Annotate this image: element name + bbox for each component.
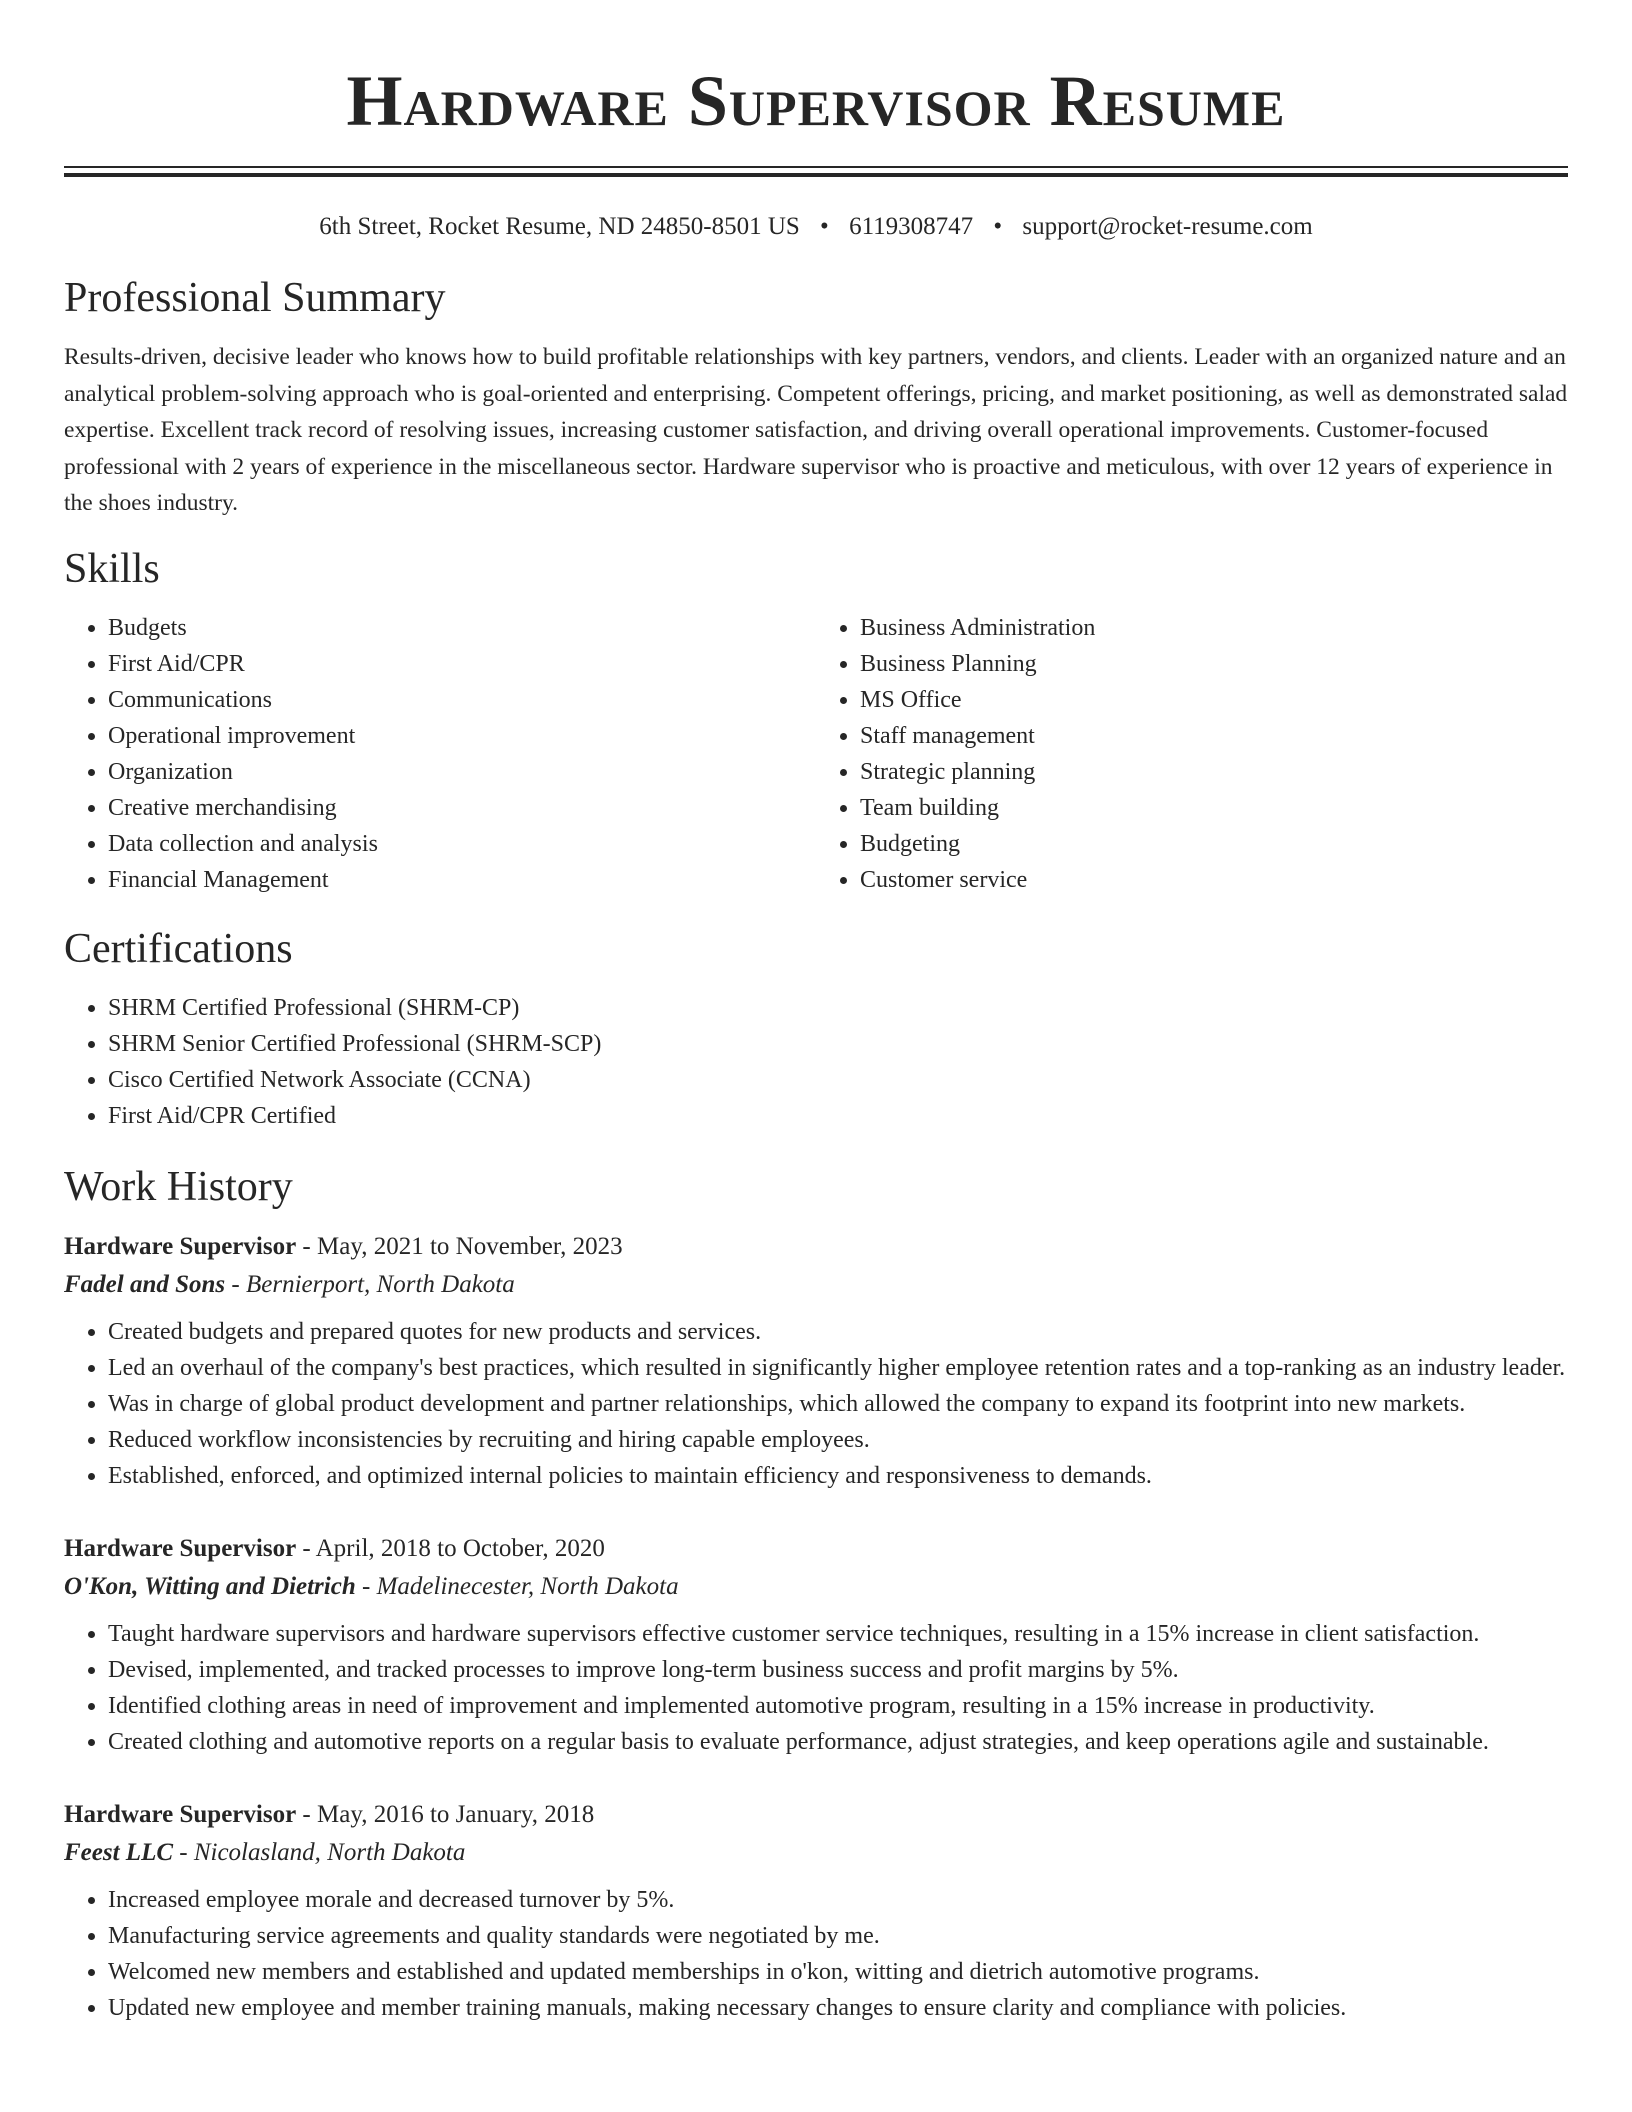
job-dates: - May, 2016 to January, 2018	[296, 1800, 595, 1828]
summary-section	[64, 273, 1568, 522]
skill-item: • MS Office	[860, 682, 1568, 718]
job-bullets	[64, 1882, 1568, 2026]
job-role: Hardware Supervisor	[64, 1800, 297, 1828]
work-history-section	[64, 1162, 1568, 2026]
job-bullets	[64, 1616, 1568, 1760]
job-bullet: • Created budgets and prepared quotes for new products and services.	[108, 1314, 1568, 1350]
job-header	[64, 1228, 1568, 1266]
job-dates: - April, 2018 to October, 2020	[296, 1534, 605, 1562]
certification-item: • Cisco Certified Network Associate (CCNA)	[108, 1062, 1568, 1098]
contact-separator: •	[993, 213, 1003, 240]
jobs-container	[64, 1228, 1568, 2026]
job-bullet: • Reduced workflow inconsistencies by recruiting and hiring capable employees.	[108, 1422, 1568, 1458]
job-bullet: • Led an overhaul of the company's best practices, which resulted in significantly higher employee retention rates and a top-ranking as an industry leader.	[108, 1350, 1568, 1386]
skill-item: • Communications	[108, 682, 816, 718]
job-bullet: • Taught hardware supervisors and hardware supervisors effective customer service techniques, resulting in a 15% increase in client satisfaction.	[108, 1616, 1568, 1652]
job-entry	[64, 1796, 1568, 2026]
skill-item: • First Aid/CPR	[108, 646, 816, 682]
skill-item: • Data collection and analysis	[108, 826, 816, 862]
certifications-section	[64, 924, 1568, 1134]
skill-item: • Organization	[108, 754, 816, 790]
contact-address: 6th Street, Rocket Resume, ND 24850-8501 US	[319, 213, 800, 240]
skill-item: • Staff management	[860, 718, 1568, 754]
job-bullet: • Updated new employee and member training manuals, making necessary changes to ensure clarity and compliance with policies.	[108, 1990, 1568, 2026]
job-dates: - May, 2021 to November, 2023	[296, 1232, 623, 1260]
job-bullet: • Increased employee morale and decreased turnover by 5%.	[108, 1882, 1568, 1918]
title-divider	[64, 166, 1568, 177]
job-bullet: • Devised, implemented, and tracked processes to improve long-term business success and profit margins by 5%.	[108, 1652, 1568, 1688]
certifications-list	[64, 990, 1568, 1134]
skill-item: • Team building	[860, 790, 1568, 826]
job-location: - Bernierport, North Dakota	[225, 1270, 515, 1298]
job-organization	[64, 1266, 1568, 1304]
job-bullet: • Established, enforced, and optimized internal policies to maintain efficiency and responsiveness to demands.	[108, 1458, 1568, 1494]
certification-item: • SHRM Senior Certified Professional (SHRM-SCP)	[108, 1026, 1568, 1062]
resume-title: Hardware Supervisor Resume	[346, 61, 1286, 141]
work-history-heading: Work History	[64, 1163, 293, 1210]
contact-phone: 6119308747	[849, 213, 974, 240]
summary-text: Results-driven, decisive leader who knows how to build profitable relationships with key partners, vendors, and clients. Leader with an organized nature and an analytical problem-solving approach who is goal-oriented and enterprising. Competent offerings, pricing, and market positioning, as well as demonstrated salad expertise. Excellent track record of resolving issues, increasing customer satisfaction, and driving overall operational improvements. Customer-focused professional with 2 years of experience in the miscellaneous sector. Hardware supervisor who is proactive and meticulous, with over 12 years of experience in the shoes industry.	[64, 344, 1568, 516]
summary-heading: Professional Summary	[64, 275, 446, 321]
job-organization	[64, 1568, 1568, 1606]
job-role: Hardware Supervisor	[64, 1534, 297, 1562]
certification-item: • First Aid/CPR Certified	[108, 1098, 1568, 1134]
contact-separator: •	[820, 213, 829, 240]
job-role: Hardware Supervisor	[64, 1232, 297, 1260]
job-bullet: • Welcomed new members and established and updated memberships in o'kon, witting and dietrich automotive programs.	[108, 1954, 1568, 1990]
job-bullets	[64, 1314, 1568, 1494]
skill-item: • Budgeting	[860, 826, 1568, 862]
skills-heading: Skills	[64, 545, 160, 592]
contact-line	[64, 211, 1568, 243]
job-bullet: • Identified clothing areas in need of improvement and implemented automotive program, resulting in a 15% increase in productivity.	[108, 1688, 1568, 1724]
job-header	[64, 1530, 1568, 1568]
skills-list-left	[64, 610, 816, 898]
job-entry	[64, 1530, 1568, 1760]
skill-item: • Creative merchandising	[108, 790, 816, 826]
skill-item: • Operational improvement	[108, 718, 816, 754]
skill-item: • Financial Management	[108, 862, 816, 898]
skills-section	[64, 544, 1568, 898]
job-company: Feest LLC	[64, 1838, 174, 1866]
contact-email: support@rocket-resume.com	[1022, 213, 1313, 240]
job-bullet: • Was in charge of global product development and partner relationships, which allowed the company to expand its footprint into new markets.	[108, 1386, 1568, 1422]
job-bullet: • Manufacturing service agreements and quality standards were negotiated by me.	[108, 1918, 1568, 1954]
job-header	[64, 1796, 1568, 1834]
certifications-heading: Certifications	[64, 925, 293, 972]
job-company: O'Kon, Witting and Dietrich	[64, 1572, 356, 1600]
job-company: Fadel and Sons	[64, 1270, 226, 1298]
job-organization	[64, 1834, 1568, 1872]
skills-columns	[64, 610, 1568, 898]
certification-item: • SHRM Certified Professional (SHRM-CP)	[108, 990, 1568, 1026]
skills-list-right	[816, 610, 1568, 898]
job-bullet: • Created clothing and automotive reports on a regular basis to evaluate performance, adjust strategies, and keep operations agile and sustainable.	[108, 1724, 1568, 1760]
skill-item: • Business Planning	[860, 646, 1568, 682]
skill-item: • Customer service	[860, 862, 1568, 898]
job-location: - Madelinecester, North Dakota	[355, 1572, 679, 1600]
skill-item: • Business Administration	[860, 610, 1568, 646]
skill-item: • Strategic planning	[860, 754, 1568, 790]
resume-page	[64, 0, 1568, 2026]
job-location: - Nicolasland, North Dakota	[173, 1838, 466, 1866]
job-entry	[64, 1228, 1568, 1494]
skill-item: • Budgets	[108, 610, 816, 646]
